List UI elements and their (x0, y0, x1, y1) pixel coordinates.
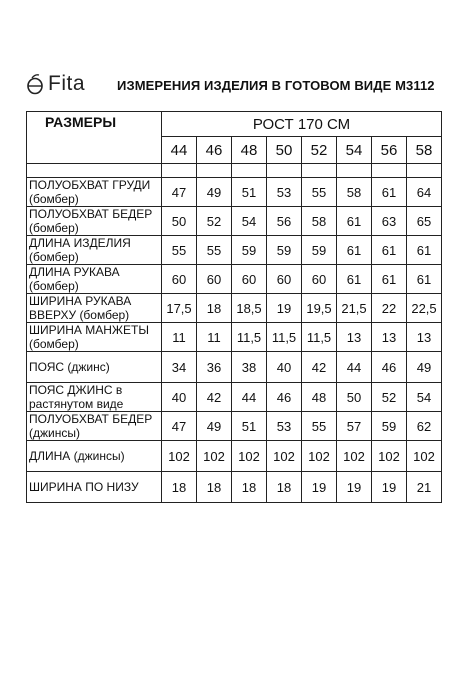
table-cell: 42 (197, 383, 232, 412)
size-header-44: 44 (162, 137, 197, 164)
table-cell: 11,5 (267, 323, 302, 352)
table-cell: 102 (372, 441, 407, 472)
row-label (27, 265, 162, 294)
size-header-50: 50 (267, 137, 302, 164)
table-cell: 40 (162, 383, 197, 412)
table-header-row (27, 112, 442, 137)
table-cell: 47 (162, 412, 197, 441)
table-cell: 60 (162, 265, 197, 294)
row-label-line1: ШИРИНА МАНЖЕТЫ (29, 323, 149, 337)
row-label-line2: (бомбер) (29, 279, 79, 293)
row-label-line1: ШИРИНА РУКАВА (29, 294, 132, 308)
table-cell: 57 (337, 412, 372, 441)
size-header-46: 46 (197, 137, 232, 164)
table-cell: 18,5 (232, 294, 267, 323)
table-cell: 55 (302, 412, 337, 441)
row-label-line1: ДЛИНА ИЗДЕЛИЯ (29, 236, 131, 250)
spacer-cell (197, 164, 232, 178)
table-cell: 18 (197, 472, 232, 503)
row-label (27, 207, 162, 236)
row-label (27, 412, 162, 441)
size-header-58: 58 (407, 137, 442, 164)
table-cell: 18 (162, 472, 197, 503)
row-label (27, 236, 162, 265)
table-cell: 102 (302, 441, 337, 472)
table-cell: 38 (232, 352, 267, 383)
table-cell: 61 (407, 265, 442, 294)
row-label (27, 294, 162, 323)
table-cell: 62 (407, 412, 442, 441)
table-cell: 21,5 (337, 294, 372, 323)
spacer-cell (302, 164, 337, 178)
height-header: РОСТ 170 СМ (162, 112, 442, 137)
table-row (27, 412, 442, 441)
spacer-cell (407, 164, 442, 178)
table-cell: 36 (197, 352, 232, 383)
row-label (27, 352, 162, 383)
table-cell: 19 (302, 472, 337, 503)
table-row (27, 472, 442, 503)
table-cell: 65 (407, 207, 442, 236)
table-cell: 18 (232, 472, 267, 503)
row-label-line2: растянутом виде (29, 397, 124, 411)
row-label-line1: ПОЯС (джинс) (29, 360, 110, 374)
spacer-cell (27, 164, 162, 178)
table-cell: 102 (267, 441, 302, 472)
row-label-line1: ПОЛУОБХВАТ ГРУДИ (29, 178, 151, 192)
row-label (27, 441, 162, 472)
table-cell: 50 (162, 207, 197, 236)
table-cell: 46 (372, 352, 407, 383)
table-cell: 102 (232, 441, 267, 472)
table-cell: 102 (162, 441, 197, 472)
spacer-cell (162, 164, 197, 178)
spacer-row (27, 164, 442, 178)
table-cell: 53 (267, 412, 302, 441)
table-cell: 59 (302, 236, 337, 265)
sizes-header: РАЗМЕРЫ (27, 112, 162, 164)
row-label-line2: (бомбер) (29, 221, 79, 235)
spacer-cell (372, 164, 407, 178)
table-cell: 54 (232, 207, 267, 236)
table-cell: 42 (302, 352, 337, 383)
table-row (27, 352, 442, 383)
table-cell: 64 (407, 178, 442, 207)
table-cell: 102 (337, 441, 372, 472)
table-cell: 61 (337, 207, 372, 236)
size-header-48: 48 (232, 137, 267, 164)
spacer-cell (232, 164, 267, 178)
table-cell: 54 (407, 383, 442, 412)
row-label-line1: ПОЛУОБХВАТ БЕДЕР (29, 412, 153, 426)
size-header-56: 56 (372, 137, 407, 164)
table-cell: 44 (232, 383, 267, 412)
row-label (27, 472, 162, 503)
table-cell: 51 (232, 412, 267, 441)
row-label-line1: ШИРИНА ПО НИЗУ (29, 480, 139, 494)
table-cell: 61 (407, 236, 442, 265)
table-cell: 52 (197, 207, 232, 236)
table-cell: 18 (197, 294, 232, 323)
table-row (27, 178, 442, 207)
fita-logo-icon (26, 72, 44, 96)
table-cell: 47 (162, 178, 197, 207)
table-cell: 46 (267, 383, 302, 412)
table-cell: 56 (267, 207, 302, 236)
table-row (27, 265, 442, 294)
size-chart-table (26, 111, 442, 503)
table-cell: 102 (407, 441, 442, 472)
table-cell: 34 (162, 352, 197, 383)
document-header (26, 66, 446, 102)
table-cell: 60 (232, 265, 267, 294)
table-cell: 61 (337, 236, 372, 265)
table-cell: 19 (337, 472, 372, 503)
document-title: ИЗМЕРЕНИЯ ИЗДЕЛИЯ В ГОТОВОМ ВИДЕ М3112 (117, 78, 435, 93)
table-cell: 18 (267, 472, 302, 503)
table-row (27, 323, 442, 352)
table-cell: 60 (267, 265, 302, 294)
row-label-line1: ДЛИНА (джинсы) (29, 449, 125, 463)
row-label-line1: ДЛИНА РУКАВА (29, 265, 120, 279)
row-label-line2: ВВЕРХУ (бомбер) (29, 308, 130, 322)
row-label (27, 383, 162, 412)
table-row (27, 441, 442, 472)
table-cell: 11,5 (232, 323, 267, 352)
table-cell: 55 (302, 178, 337, 207)
table-cell: 49 (407, 352, 442, 383)
table-cell: 59 (372, 412, 407, 441)
row-label-line2: (бомбер) (29, 250, 79, 264)
table-cell: 22,5 (407, 294, 442, 323)
row-label (27, 178, 162, 207)
table-row (27, 236, 442, 265)
table-cell: 11 (162, 323, 197, 352)
table-cell: 40 (267, 352, 302, 383)
row-label-line2: (бомбер) (29, 192, 79, 206)
table-cell: 53 (267, 178, 302, 207)
size-header-54: 54 (337, 137, 372, 164)
row-label-line1: ПОЯС ДЖИНС в (29, 383, 123, 397)
table-cell: 19,5 (302, 294, 337, 323)
table-row (27, 294, 442, 323)
table-cell: 102 (197, 441, 232, 472)
table-cell: 13 (372, 323, 407, 352)
spacer-cell (267, 164, 302, 178)
brand-logo (26, 66, 85, 102)
table-cell: 55 (197, 236, 232, 265)
row-label-line2: (джинсы) (29, 426, 80, 440)
table-cell: 50 (337, 383, 372, 412)
table-cell: 58 (337, 178, 372, 207)
table-cell: 63 (372, 207, 407, 236)
table-cell: 19 (372, 472, 407, 503)
row-label-line1: ПОЛУОБХВАТ БЕДЕР (29, 207, 153, 221)
brand-name: Fita (48, 72, 86, 95)
table-cell: 49 (197, 412, 232, 441)
row-label (27, 323, 162, 352)
table-cell: 55 (162, 236, 197, 265)
table-cell: 22 (372, 294, 407, 323)
table-cell: 13 (337, 323, 372, 352)
table-cell: 61 (372, 265, 407, 294)
spacer-cell (337, 164, 372, 178)
table-cell: 61 (372, 236, 407, 265)
table-cell: 21 (407, 472, 442, 503)
table-cell: 13 (407, 323, 442, 352)
size-header-52: 52 (302, 137, 337, 164)
table-cell: 60 (302, 265, 337, 294)
table-row (27, 383, 442, 412)
table-cell: 61 (372, 178, 407, 207)
table-cell: 60 (197, 265, 232, 294)
table-cell: 11 (197, 323, 232, 352)
table-cell: 44 (337, 352, 372, 383)
table-cell: 17,5 (162, 294, 197, 323)
table-cell: 11,5 (302, 323, 337, 352)
row-label-line2: (бомбер) (29, 337, 79, 351)
table-cell: 59 (267, 236, 302, 265)
table-cell: 59 (232, 236, 267, 265)
table-cell: 49 (197, 178, 232, 207)
table-cell: 51 (232, 178, 267, 207)
table-cell: 48 (302, 383, 337, 412)
table-row (27, 207, 442, 236)
table-cell: 58 (302, 207, 337, 236)
table-cell: 61 (337, 265, 372, 294)
table-cell: 52 (372, 383, 407, 412)
table-cell: 19 (267, 294, 302, 323)
